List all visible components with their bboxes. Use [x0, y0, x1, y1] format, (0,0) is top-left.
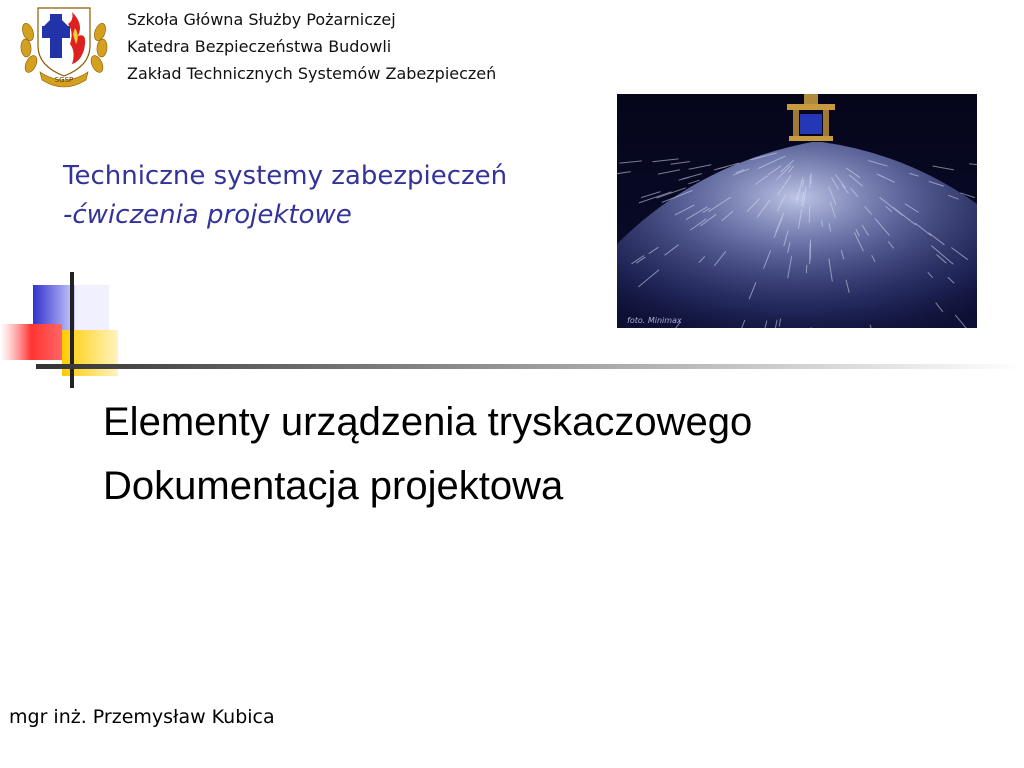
- vertical-line: [70, 272, 74, 388]
- photo-caption: foto. Minimax: [627, 316, 682, 325]
- course-subtitle: -ćwiczenia projektowe: [63, 200, 352, 230]
- slide-title-2: Dokumentacja projektowa: [103, 464, 564, 508]
- spray-streak: [810, 176, 811, 188]
- author-name: mgr inż. Przemysław Kubica: [9, 706, 275, 728]
- unit-name: Zakład Technicznych Systemów Zabezpieczeń: [127, 64, 497, 83]
- institution-header: [127, 6, 496, 87]
- horizontal-line: [36, 364, 1024, 369]
- logo-text: SGSP: [54, 76, 74, 84]
- decorative-graphic: [0, 270, 1024, 390]
- course-title: Techniczne systemy zabezpieczeń: [63, 161, 508, 191]
- slide-titles: [103, 390, 752, 518]
- spray-streak: [809, 205, 810, 222]
- red-square: [0, 324, 62, 360]
- university-name: Szkoła Główna Służby Pożarniczej: [127, 10, 396, 29]
- sgsp-logo: [18, 2, 110, 88]
- slide-title-1: Elementy urządzenia tryskaczowego: [103, 400, 753, 444]
- department-name: Katedra Bezpieczeństwa Budowli: [127, 37, 392, 56]
